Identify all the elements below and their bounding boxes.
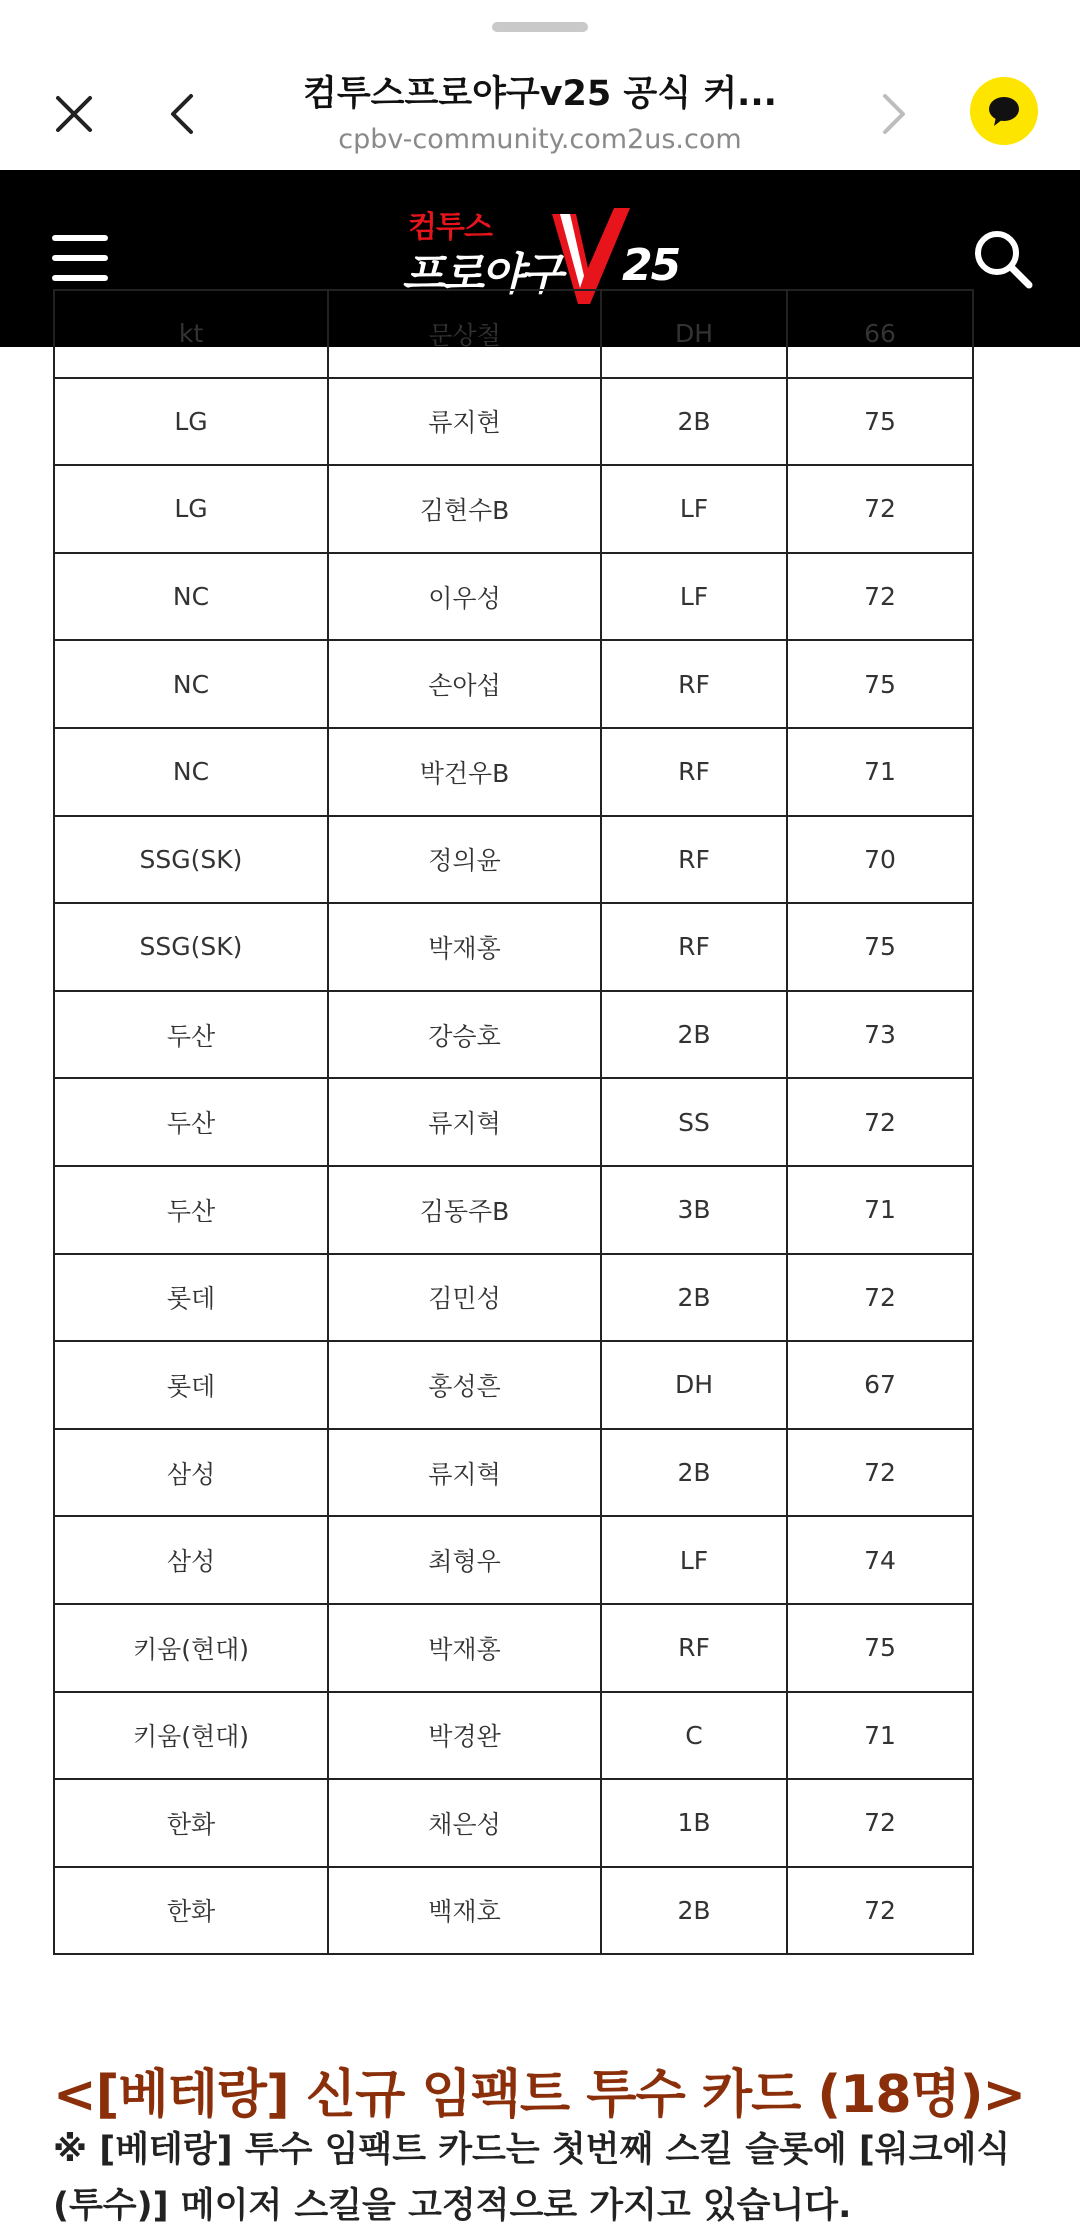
team-cell: NC: [54, 728, 328, 816]
team-cell: NC: [54, 640, 328, 728]
rating-cell: 72: [787, 1779, 973, 1867]
position-cell: RF: [601, 728, 787, 816]
player-name-cell: 김현수B: [328, 465, 601, 553]
position-cell: RF: [601, 903, 787, 991]
table-row: [54, 1779, 973, 1867]
team-cell: 삼성: [54, 1516, 328, 1604]
search-icon: [972, 228, 1034, 290]
team-cell: NC: [54, 553, 328, 641]
position-cell: DH: [601, 290, 787, 378]
search-button[interactable]: [968, 224, 1038, 294]
table-row: [54, 1692, 973, 1780]
table-row: [54, 816, 973, 904]
page-title: 컴투스프로야구v25 공식 커...: [303, 74, 777, 114]
rating-cell: 72: [787, 1429, 973, 1517]
player-name-cell: 강승호: [328, 991, 601, 1079]
team-cell: 키움(현대): [54, 1604, 328, 1692]
team-cell: 두산: [54, 991, 328, 1079]
team-cell: 롯데: [54, 1341, 328, 1429]
position-cell: LF: [601, 553, 787, 641]
rating-cell: 75: [787, 903, 973, 991]
hamburger-icon: [52, 233, 108, 283]
logo-brand-text: 컴투스: [408, 210, 492, 245]
rating-cell: 74: [787, 1516, 973, 1604]
rating-cell: 66: [787, 290, 973, 378]
team-cell: 삼성: [54, 1429, 328, 1517]
close-button[interactable]: [46, 86, 102, 142]
position-cell: 2B: [601, 1867, 787, 1955]
team-cell: LG: [54, 465, 328, 553]
table-row: [54, 1604, 973, 1692]
article-content: [0, 319, 1080, 2226]
player-name-cell: 박재홍: [328, 1604, 601, 1692]
chevron-right-icon: [879, 92, 909, 136]
table-row: [54, 378, 973, 466]
table-row: [54, 640, 973, 728]
logo-version-text: 25: [622, 240, 680, 291]
table-row: [54, 1254, 973, 1342]
player-name-cell: 채은성: [328, 1779, 601, 1867]
player-name-cell: 손아섭: [328, 640, 601, 728]
sheet-grabber[interactable]: [492, 22, 588, 32]
rating-cell: 72: [787, 553, 973, 641]
position-cell: C: [601, 1692, 787, 1780]
team-cell: SSG(SK): [54, 903, 328, 991]
rating-cell: 75: [787, 378, 973, 466]
player-name-cell: 박경완: [328, 1692, 601, 1780]
rating-cell: 72: [787, 1867, 973, 1955]
back-button[interactable]: [154, 86, 210, 142]
position-cell: 1B: [601, 1779, 787, 1867]
page-url: cpbv-community.com2us.com: [338, 124, 742, 155]
table-row: [54, 1341, 973, 1429]
forward-button[interactable]: [866, 86, 922, 142]
table-row: [54, 290, 973, 378]
player-name-cell: 최형우: [328, 1516, 601, 1604]
player-name-cell: 김동주B: [328, 1166, 601, 1254]
chevron-left-icon: [167, 92, 197, 136]
team-cell: 키움(현대): [54, 1692, 328, 1780]
team-cell: 롯데: [54, 1254, 328, 1342]
team-cell: SSG(SK): [54, 816, 328, 904]
team-cell: LG: [54, 378, 328, 466]
position-cell: 2B: [601, 1429, 787, 1517]
rating-cell: 75: [787, 640, 973, 728]
table-row: [54, 728, 973, 816]
player-name-cell: 류지혁: [328, 1429, 601, 1517]
position-cell: 2B: [601, 991, 787, 1079]
position-cell: RF: [601, 1604, 787, 1692]
player-table: [53, 289, 974, 1955]
browser-chrome: [0, 0, 1080, 170]
rating-cell: 72: [787, 465, 973, 553]
rating-cell: 67: [787, 1341, 973, 1429]
table-row: [54, 1078, 973, 1166]
logo-title-text: 프로야구: [402, 249, 561, 300]
menu-button[interactable]: [50, 230, 110, 286]
player-name-cell: 김민성: [328, 1254, 601, 1342]
player-name-cell: 류지혁: [328, 1078, 601, 1166]
player-name-cell: 박재홍: [328, 903, 601, 991]
rating-cell: 70: [787, 816, 973, 904]
position-cell: 3B: [601, 1166, 787, 1254]
address-area[interactable]: [290, 66, 790, 155]
table-row: [54, 1867, 973, 1955]
team-cell: 두산: [54, 1078, 328, 1166]
close-icon: [54, 94, 94, 134]
player-name-cell: 류지현: [328, 378, 601, 466]
table-row: [54, 465, 973, 553]
position-cell: 2B: [601, 378, 787, 466]
rating-cell: 71: [787, 1692, 973, 1780]
player-name-cell: 문상철: [328, 290, 601, 378]
team-cell: kt: [54, 290, 328, 378]
team-cell: 두산: [54, 1166, 328, 1254]
table-row: [54, 991, 973, 1079]
section-note: ※ [베테랑] 투수 임팩트 카드는 첫번째 스킬 슬롯에 [워크에식(투수)] 메이저 스킬을 고정적으로 가지고 있습니다.: [53, 2130, 1011, 2226]
table-row: [54, 553, 973, 641]
position-cell: LF: [601, 1516, 787, 1604]
rating-cell: 72: [787, 1254, 973, 1342]
rating-cell: 71: [787, 728, 973, 816]
player-name-cell: 정의윤: [328, 816, 601, 904]
player-name-cell: 이우성: [328, 553, 601, 641]
kakaotalk-button[interactable]: [970, 77, 1038, 145]
player-name-cell: 홍성흔: [328, 1341, 601, 1429]
chat-bubble-icon: [986, 94, 1022, 128]
section-heading: <[베테랑] 신규 임팩트 투수 카드 (18명)>: [53, 2065, 1026, 2125]
table-row: [54, 1516, 973, 1604]
position-cell: LF: [601, 465, 787, 553]
rating-cell: 73: [787, 991, 973, 1079]
rating-cell: 72: [787, 1078, 973, 1166]
rating-cell: 75: [787, 1604, 973, 1692]
team-cell: 한화: [54, 1779, 328, 1867]
table-row: [54, 903, 973, 991]
table-row: [54, 1166, 973, 1254]
rating-cell: 71: [787, 1166, 973, 1254]
position-cell: DH: [601, 1341, 787, 1429]
position-cell: RF: [601, 640, 787, 728]
table-row: [54, 1429, 973, 1517]
position-cell: RF: [601, 816, 787, 904]
player-name-cell: 백재호: [328, 1867, 601, 1955]
position-cell: SS: [601, 1078, 787, 1166]
player-name-cell: 박건우B: [328, 728, 601, 816]
position-cell: 2B: [601, 1254, 787, 1342]
team-cell: 한화: [54, 1867, 328, 1955]
